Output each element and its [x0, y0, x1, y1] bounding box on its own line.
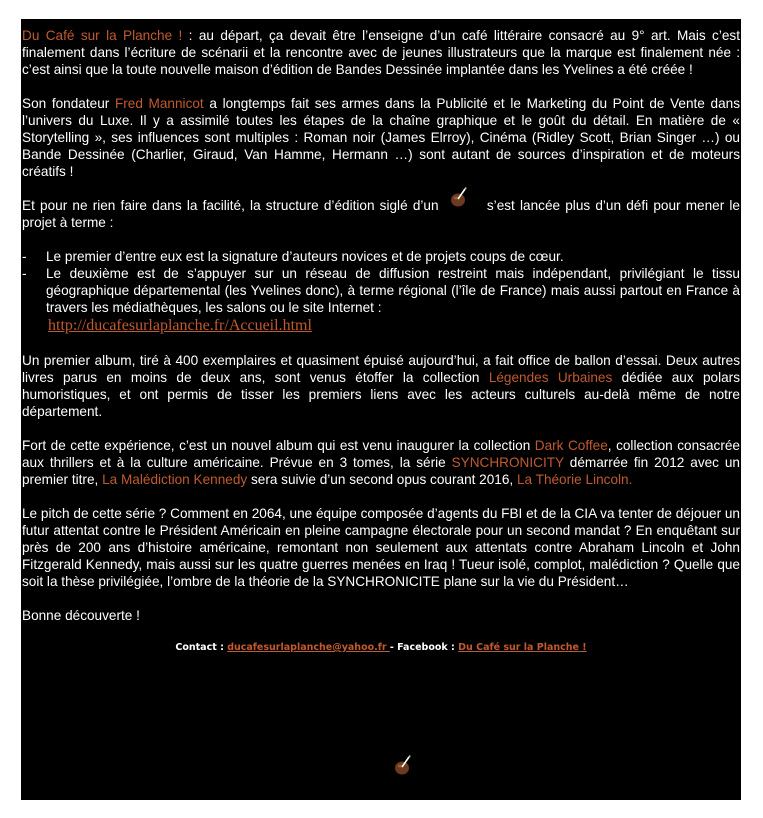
list-item-text: Le premier d’entre eux est la signature d’auteurs novices et de projets coups de cœur. — [46, 249, 564, 264]
website-link[interactable]: http://ducafesurlaplanche.fr/Accueil.html — [48, 317, 312, 334]
coffee-bean-pencil-icon — [444, 197, 482, 214]
brand-name: Du Café sur la Planche ! — [22, 28, 183, 43]
article-panel — [21, 19, 741, 800]
facebook-link[interactable]: Du Café sur la Planche ! — [458, 642, 587, 653]
dark-coffee-text-a: Fort de cette expérience, c’est un nouvel album qui est venu inaugurer la collection — [22, 438, 535, 453]
intro-text: : au départ, ça devait être l’enseigne d’un café littéraire consacré au 9° art. Mais c’est finalement dans l’écriture de scénarii et la rencontre avec de jeunes illustrateurs que la marque est finalement née : c’est ainsi que la toute nouvelle maison d’édition de Bandes Dessinée implantée dans les Yvelines a été créée ! — [22, 28, 741, 77]
paragraph-intro — [22, 27, 740, 78]
list-item — [22, 265, 740, 335]
title-theorie-lincoln: La Théorie Lincoln. — [516, 472, 633, 487]
dark-coffee-text-c: démarrée fin 2012 avec un premier titre, — [22, 455, 740, 487]
series-synchronicity: SYNCHRONICITY — [451, 455, 564, 470]
paragraph-founder — [22, 95, 740, 180]
structure-text-a: Et pour ne rien faire dans la facilité, la structure d’édition siglé d’un — [22, 198, 444, 213]
founder-name: Fred Mannicot — [114, 96, 204, 111]
list-item — [22, 248, 740, 265]
coffee-bean-pencil-icon — [392, 755, 414, 781]
album-text-a: Un premier album, tiré à 400 exemplaires et quasiment épuisé aujourd’hui, a fait office de ballon d’essai. Deux autres livres parus en moins de deux ans, sont venus étoffer la collection — [22, 353, 740, 385]
founder-text-a: Son fondateur — [22, 96, 115, 111]
contact-label: Contact : — [175, 642, 228, 653]
founder-text-b: a longtemps fait ses armes dans la Publicité et le Marketing du Point de Vente dans l’univers du Luxe. Il y a assimilé toutes les étapes de la chaîne graphique et le goût du détail. En matière de « Storytelling », ses influences sont multiples : Roman noir (James Elrroy), Cinéma (Ridley Scott, Brian Singer …) ou Bande Dessinée (Charlier, Giraud, Van Hamme, Hermann …) sont autant de sources d’inspiration et de moteurs créatifs ! — [22, 96, 740, 179]
goals-list — [22, 248, 740, 335]
list-item-text: Le deuxième est de s’appuyer sur un réseau de diffusion restreint mais indépendant, privilégiant le tissu géographique départemental (les Yvelines donc), à terme régional (l’île de France) mais aussi partout en France à travers les médiathèques, les salons ou le site Internet : — [46, 266, 740, 315]
closing-line: Bonne découverte ! — [22, 608, 140, 623]
dark-coffee-text-d: sera suivie d’un second opus courant 2016, — [247, 472, 517, 487]
list-dash: - — [22, 249, 27, 264]
collection-dark-coffee: Dark Coffee — [534, 438, 608, 453]
title-malediction-kennedy: La Malédiction Kennedy — [102, 472, 248, 487]
dark-coffee-text-b: , collection consacrée aux thrillers et à la culture américaine. Prévue en 3 tomes, la série — [22, 438, 740, 470]
email-link[interactable]: ducafesurlaplanche@yahoo.fr — [227, 642, 390, 653]
paragraph-structure — [22, 197, 740, 231]
paragraph-pitch: Le pitch de cette série ? Comment en 2064, une équipe composée d’agents du FBI et de la CIA va tenter de déjouer un futur attentat contre le Président Américain en pleine campagne électorale pour un second mandat ? En enquêtant sur près de 200 ans d’histoire américaine, remontant non seulement aux attentats contre Abraham Lincoln et John Fitzgerald Kennedy, mais aussi sur les quatre guerres menées en Iraq ! Tueur isolé, complot, malédiction ? Quelle que soit la thèse privilégiée, l’ombre de la théorie de la SYNCHRONICITE plane sur la vie du Président… — [22, 506, 740, 589]
structure-text-b: s’est lancée plus d’un défi pour mener le projet à terme : — [22, 198, 740, 230]
paragraph-first-album — [22, 352, 740, 420]
facebook-label: - Facebook : — [389, 642, 459, 653]
paragraph-dark-coffee — [22, 437, 740, 488]
album-text-b: dédiée aux polars humoristiques, et ont permis de tisser les premiers liens avec les acteurs culturels au-delà même de notre département. — [22, 370, 741, 419]
collection-legendes-urbaines: Légendes Urbaines — [488, 370, 613, 385]
list-dash: - — [22, 266, 27, 281]
contact-line — [22, 641, 740, 655]
